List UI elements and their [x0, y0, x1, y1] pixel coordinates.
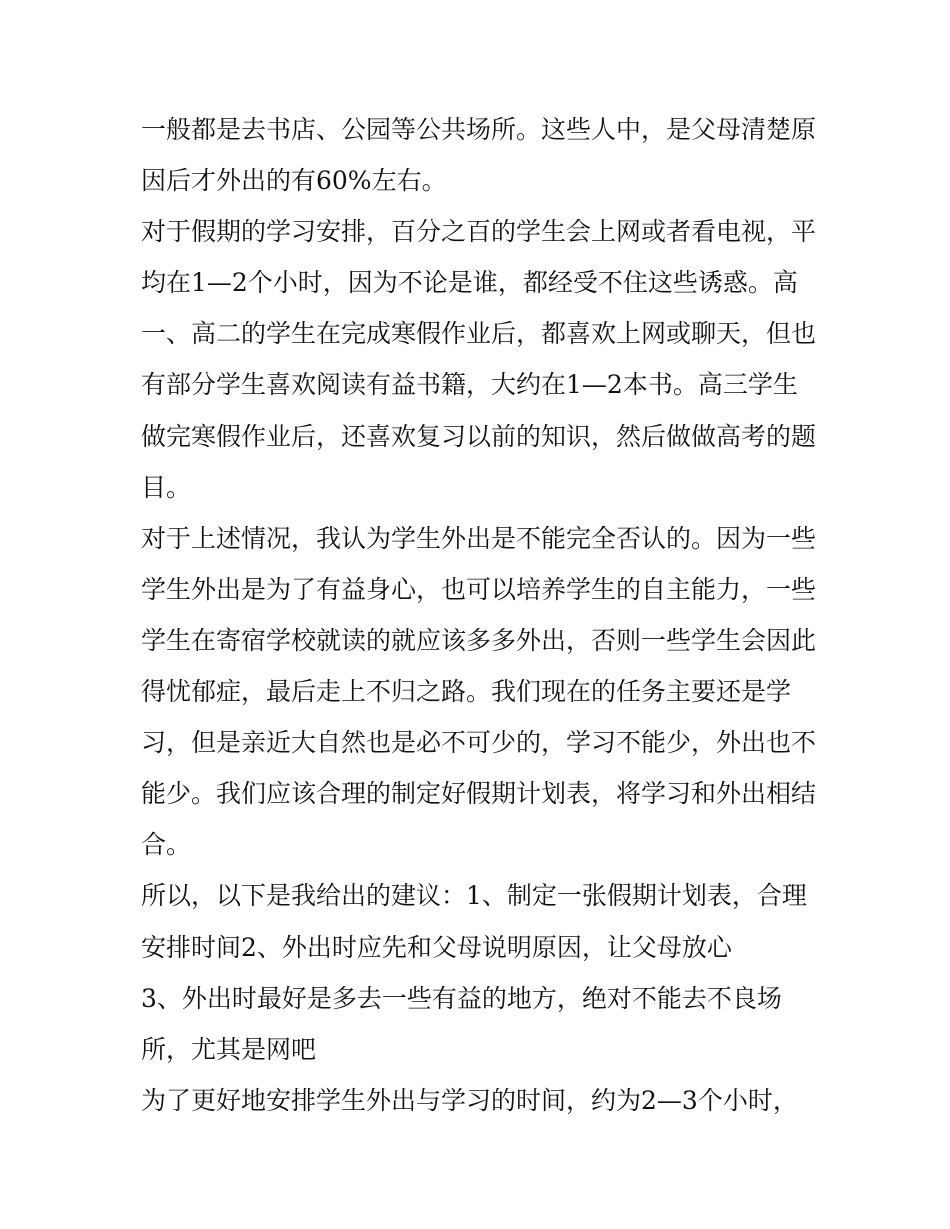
text-line: 对于假期的学习安排，百分之百的学生会上网或者看电视，平	[141, 217, 817, 247]
text-line: 有部分学生喜欢阅读有益书籍，大约在1—2本书。高三学生	[141, 370, 798, 400]
text-line: 学生在寄宿学校就读的就应该多多外出，否则一些学生会因此	[141, 625, 817, 655]
text-line: 3、外出时最好是多去一些有益的地方，绝对不能去不良场	[141, 983, 782, 1013]
text-line: 因后才外出的有60%左右。	[141, 166, 447, 196]
text-line: 合。	[141, 830, 192, 860]
body-text	[141, 104, 821, 1126]
text-line: 一、高二的学生在完成寒假作业后，都喜欢上网或聊天，但也	[141, 319, 817, 349]
text-line: 得忧郁症，最后走上不归之路。我们现在的任务主要还是学	[141, 677, 792, 707]
text-line: 学生外出是为了有益身心，也可以培养学生的自主能力，一些	[141, 574, 817, 604]
text-line: 做完寒假作业后，还喜欢复习以前的知识，然后做做高考的题	[141, 421, 817, 451]
text-line: 目。	[141, 472, 192, 502]
text-line: 均在1—2个小时，因为不论是谁，都经受不住这些诱惑。高	[141, 268, 798, 298]
text-line: 习，但是亲近大自然也是必不可少的，学习不能少，外出也不	[141, 728, 817, 758]
text-line: 所以，以下是我给出的建议：1、制定一张假期计划表，合理	[141, 881, 807, 911]
text-line: 安排时间2、外出时应先和父母说明原因，让父母放心	[141, 932, 732, 962]
text-line: 所，尤其是网吧	[141, 1034, 317, 1064]
text-line: 为了更好地安排学生外出与学习的时间，约为2—3个小时，	[141, 1085, 798, 1115]
text-line: 能少。我们应该合理的制定好假期计划表，将学习和外出相结	[141, 779, 817, 809]
text-line: 一般都是去书店、公园等公共场所。这些人中，是父母清楚原	[141, 115, 817, 144]
text-line: 对于上述情况，我认为学生外出是不能完全否认的。因为一些	[141, 523, 817, 553]
